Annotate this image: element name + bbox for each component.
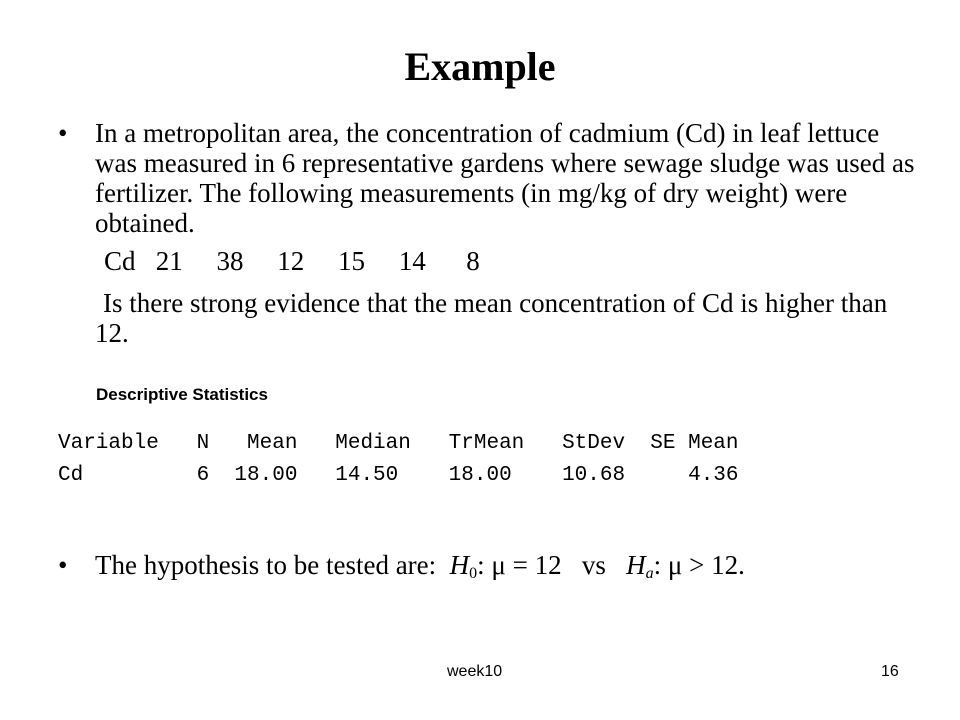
stats-data-row: Cd 6 18.00 14.50 18.00 10.68 4.36 (58, 464, 739, 487)
bullet-point: • (58, 550, 68, 580)
ha-subscript: a (645, 565, 654, 582)
page-number: 16 (881, 663, 899, 680)
ha-symbol: H (626, 550, 646, 580)
h0-statement: : μ = 12 vs (477, 550, 627, 580)
cd-data-line: Cd 21 38 12 15 14 8 (104, 246, 480, 276)
problem-text: In a metropolitan area, the concentration of cadmium (Cd) in leaf lettuce was measured in 6 representative gardens where sewage sludge was used as fertilizer. The following measurements (in mg/kg of dry weight) were obtained. (95, 118, 915, 238)
ha-statement: : μ > 12. (653, 550, 745, 580)
h0-symbol: H (449, 550, 470, 580)
hypothesis-prefix: The hypothesis to be tested are: (95, 550, 450, 580)
stats-header-row: Variable N Mean Median TrMean StDev SE Mean (58, 432, 739, 455)
h0-subscript: 0 (469, 565, 478, 582)
footer-label: week10 (447, 663, 503, 680)
question-text: Is there strong evidence that the mean concentration of Cd is higher than 12. (95, 288, 888, 348)
stats-heading: Descriptive Statistics (96, 385, 268, 404)
bullet-point: • (58, 118, 68, 148)
slide-title: Example (404, 44, 556, 89)
hypothesis-line (95, 550, 745, 580)
